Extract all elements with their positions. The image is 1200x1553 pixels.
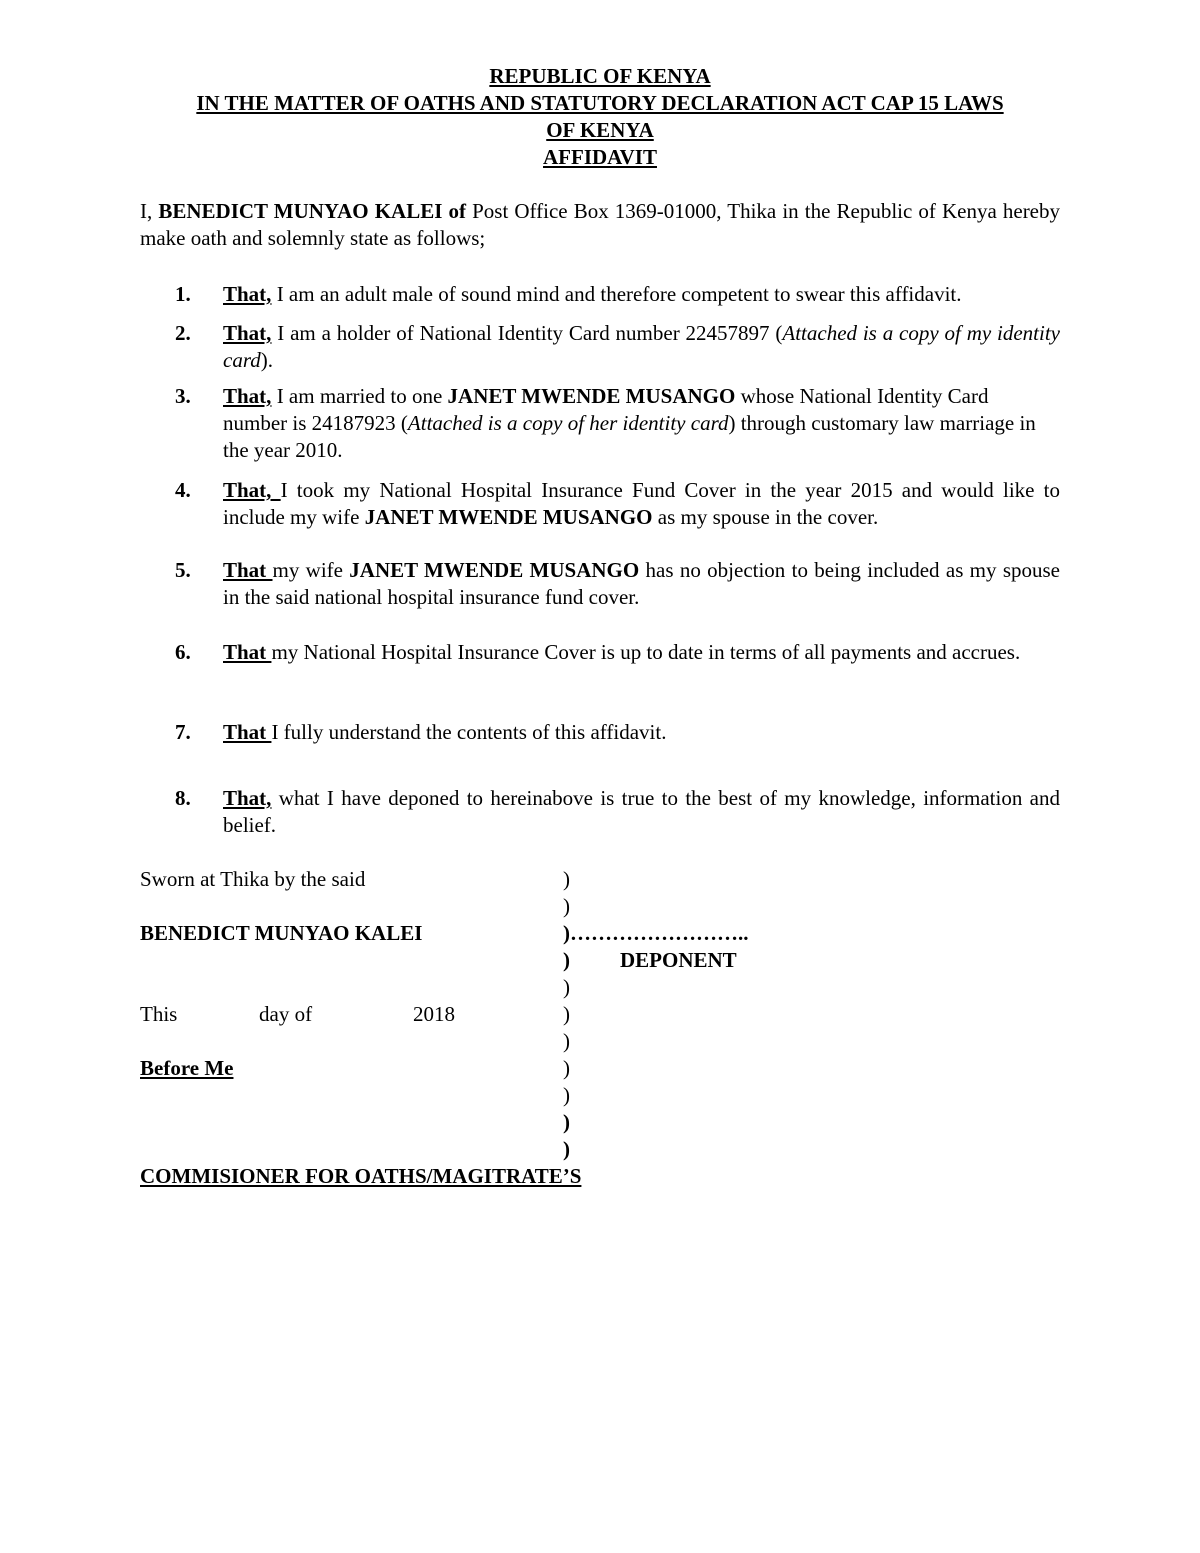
that-label: That	[223, 558, 273, 582]
list-item	[175, 639, 1060, 666]
paren: )	[563, 1056, 570, 1080]
title-matter: IN THE MATTER OF OATHS AND STATUTORY DECLARATION ACT CAP 15 LAWS	[196, 91, 1004, 115]
that-label: That,	[223, 384, 272, 408]
item-italic: Attached is a copy of her identity card	[407, 411, 729, 435]
item-number: 8.	[175, 786, 191, 810]
that-label: That	[223, 640, 272, 664]
that-label: That,	[223, 321, 272, 345]
item-text: I am an adult male of sound mind and therefore competent to swear this affidavit.	[271, 282, 962, 306]
that-label: That	[223, 720, 272, 744]
jurat-day-of: day of	[259, 1002, 313, 1026]
jurat-deponent-name: BENEDICT MUNYAO KALEI	[140, 921, 423, 945]
list-item	[175, 383, 1045, 464]
list-item	[175, 785, 1060, 839]
jurat-this: This	[140, 1002, 178, 1026]
sworn-at: Sworn at Thika by the said	[140, 867, 366, 891]
list-item	[175, 719, 1060, 746]
that-label: That,	[223, 786, 272, 810]
signature-line: )……………………..	[563, 921, 749, 945]
intro-paragraph	[140, 198, 1060, 252]
paren: )	[563, 894, 570, 918]
item-text: I am a holder of National Identity Card number 22457897 (	[271, 321, 783, 345]
item-number: 2.	[175, 321, 191, 345]
item-text-end: as my spouse in the cover.	[652, 505, 879, 529]
item-number: 6.	[175, 640, 191, 664]
spouse-name: JANET MWENDE MUSANGO	[349, 558, 640, 582]
title-affidavit: AFFIDAVIT	[543, 145, 657, 169]
item-text: my wife	[272, 558, 350, 582]
item-number: 4.	[175, 478, 191, 502]
item-italic: Attached is a copy of my identity card	[223, 321, 1060, 372]
item-text: what I have deponed to hereinabove is true to the best of my knowledge, information and belief.	[223, 786, 1060, 837]
deponent-label: DEPONENT	[620, 948, 737, 972]
before-me: Before Me	[140, 1056, 234, 1080]
item-number: 7.	[175, 720, 191, 744]
item-number: 5.	[175, 558, 191, 582]
title-republic: REPUBLIC OF KENYA	[489, 64, 711, 88]
list-item	[175, 557, 1060, 611]
title-matter-cont: OF KENYA	[546, 118, 654, 142]
paren: )	[563, 1002, 570, 1026]
jurat-year: 2018	[413, 1002, 455, 1026]
item-text: I am married to one	[271, 384, 448, 408]
paren: )	[563, 975, 570, 999]
item-text: I fully understand the contents of this affidavit.	[271, 720, 667, 744]
commissioner-label: COMMISIONER FOR OATHS/MAGITRATE’S	[140, 1164, 582, 1188]
paren: )	[563, 1137, 570, 1161]
spouse-name: JANET MWENDE MUSANGO	[447, 384, 736, 408]
item-number: 1.	[175, 282, 191, 306]
intro-prefix: I,	[140, 199, 159, 223]
item-text-mid: whose National Identity Card number is 24187923 (	[223, 384, 989, 435]
item-text-end: ).	[260, 348, 273, 372]
deponent-name: BENEDICT MUNYAO KALEI of	[158, 199, 466, 223]
that-label: That,	[223, 282, 272, 306]
item-text: my National Hospital Insurance Cover is up to date in terms of all payments and accrues.	[271, 640, 1021, 664]
paren: )	[563, 867, 570, 891]
list-item	[175, 477, 1060, 531]
intro-rest: Post Office Box 1369-01000, Thika in the Republic of Kenya hereby make oath and solemnly state as follows;	[140, 199, 1061, 250]
spouse-name: JANET MWENDE MUSANGO	[364, 505, 653, 529]
paren: )	[563, 1083, 570, 1107]
list-item	[175, 320, 1060, 374]
paren: )	[563, 1110, 570, 1134]
item-text-end: has no objection to being included as my spouse in the said national hospital insurance fund cover.	[223, 558, 1060, 609]
item-number: 3.	[175, 384, 191, 408]
paren: )	[563, 948, 570, 972]
paren: )	[563, 1029, 570, 1053]
list-item	[175, 281, 1060, 308]
item-text: I took my National Hospital Insurance Fund Cover in the year 2015 and would like to include my wife	[223, 478, 1060, 529]
that-label: That,	[223, 478, 281, 502]
item-text-end: ) through customary law marriage in the year 2010.	[223, 411, 1036, 462]
